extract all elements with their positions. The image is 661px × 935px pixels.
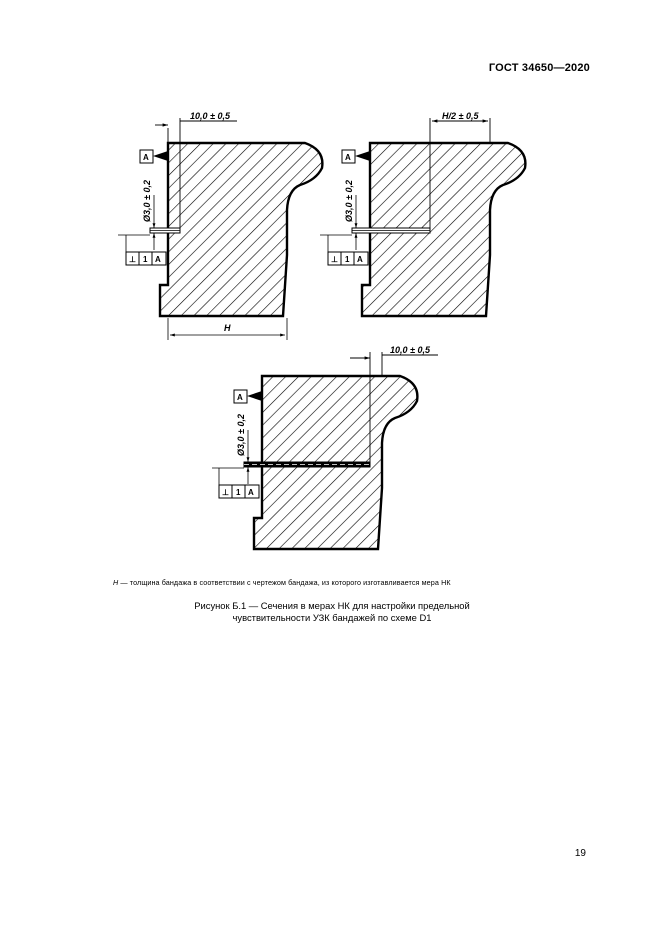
frame-symbol: ⊥: [222, 488, 229, 497]
section-body: [160, 143, 322, 316]
dim-top: 10,0 ± 0,5: [190, 111, 230, 121]
frame-symbol: ⊥: [331, 255, 338, 264]
figure-1: [118, 111, 322, 340]
dim-top: 10,0 ± 0,5: [390, 345, 430, 355]
frame-tolerance: 1: [345, 255, 350, 264]
figure-caption: [110, 600, 554, 624]
frame-datum: A: [155, 255, 161, 264]
frame-tolerance: 1: [143, 255, 148, 264]
dim-side: Ø3,0 ± 0,2: [142, 180, 152, 222]
frame-symbol: ⊥: [129, 255, 136, 264]
frame-datum: A: [357, 255, 363, 264]
caption-line-1: Рисунок Б.1 — Сечения в мерах НК для настройки предельной: [194, 600, 470, 611]
dim-bottom: H: [224, 323, 231, 333]
document-header: ГОСТ 34650—2020: [488, 62, 590, 74]
note-symbol: H: [113, 578, 119, 587]
frame-datum: A: [248, 488, 254, 497]
figure-note: [113, 578, 593, 587]
dim-side: Ø3,0 ± 0,2: [236, 414, 246, 456]
frame-tolerance: 1: [236, 488, 241, 497]
figure-2: [320, 111, 525, 316]
datum-label: A: [345, 153, 351, 162]
note-text: — толщина бандажа в соответствии с чертежом бандажа, из которого изготавливается мера НК: [118, 578, 451, 587]
datum-label: A: [237, 393, 243, 402]
dim-side: Ø3,0 ± 0,2: [344, 180, 354, 222]
datum-label: A: [143, 153, 149, 162]
dim-top: H/2 ± 0,5: [442, 111, 479, 121]
figure-3: [212, 345, 438, 549]
caption-line-2: чувствительности УЗК бандажей по схеме D1: [232, 612, 432, 623]
page-number: 19: [574, 848, 586, 859]
